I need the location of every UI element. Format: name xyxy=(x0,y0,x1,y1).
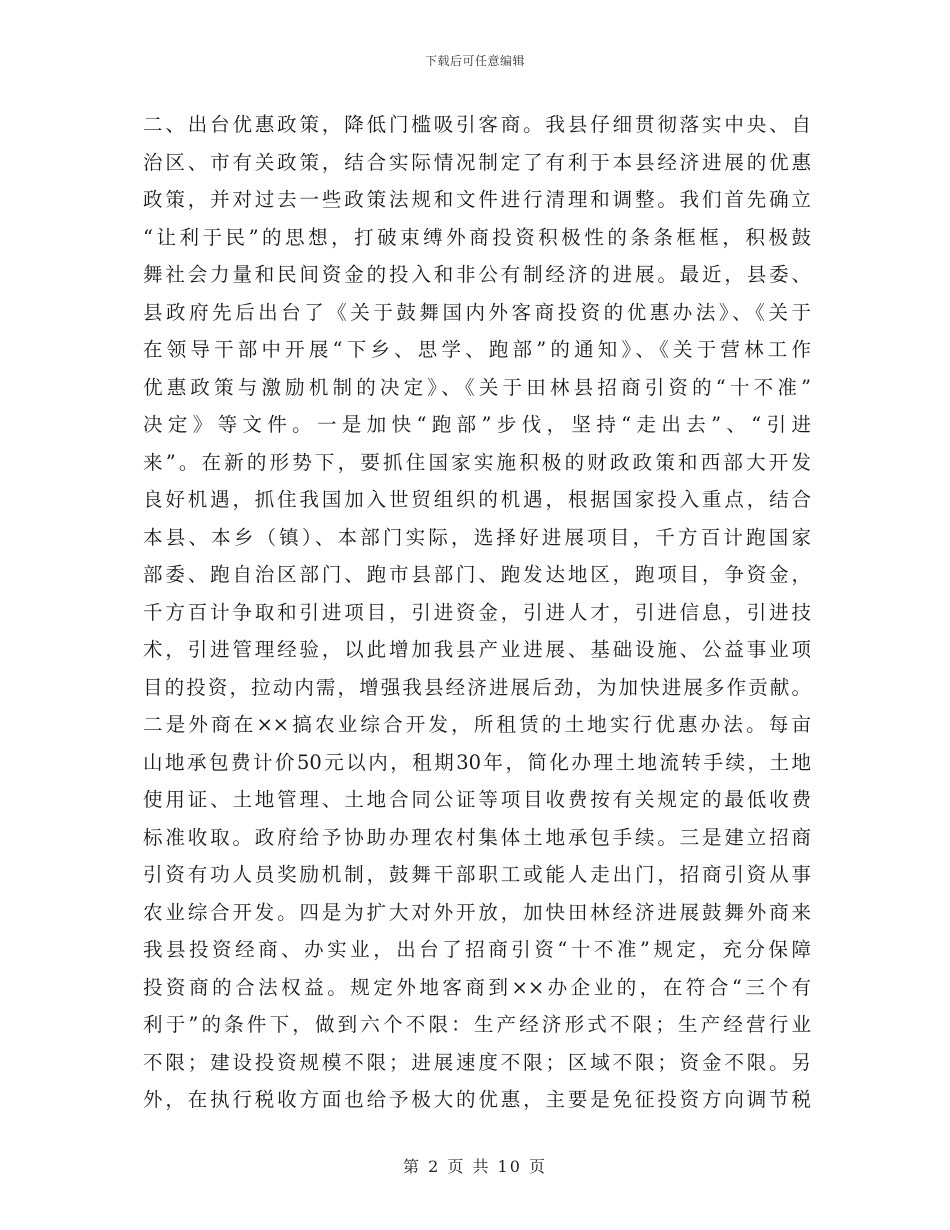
text-line: 不限；建设投资规模不限；进展速度不限；区域不限；资金不限。另 xyxy=(143,1050,811,1074)
text-line: 良好机遇，抓住我国加入世贸组织的机遇，根据国家投入重点，结合 xyxy=(143,488,811,511)
text-line: 外，在执行税收方面也给予极大的优惠，主要是免征投资方向调节税 xyxy=(143,1088,811,1111)
text-line: 在领导干部中开展“下乡、思学、跑部”的通知》、《关于营林工作 xyxy=(143,338,811,361)
text-line: “让利于民”的思想，打破束缚外商投资积极性的条条框框，积极鼓 xyxy=(143,225,811,249)
text-line: 优惠政策与激励机制的决定》、《关于田林县招商引资的“十不准” xyxy=(143,375,811,399)
text-line: 农业综合开发。四是为扩大对外开放，加快田林经济进展鼓舞外商来 xyxy=(143,900,811,924)
text-line: 目的投资，拉动内需，增强我县经济进展后劲，为加快进展多作贡献。 xyxy=(143,675,811,699)
document-body xyxy=(143,106,811,1119)
text-line: 治区、市有关政策，结合实际情况制定了有利于本县经济进展的优惠 xyxy=(143,150,811,174)
text-line: 利于”的条件下，做到六个不限：生产经济形式不限；生产经营行业 xyxy=(143,1013,811,1036)
text-line: 千方百计争取和引进项目，引进资金，引进人才，引进信息，引进技 xyxy=(143,600,811,624)
text-line: 引资有功人员奖励机制，鼓舞干部职工或能人走出门，招商引资从事 xyxy=(143,863,811,886)
page-header-note: 下载后可任意编辑 xyxy=(424,54,525,68)
text-line: 二、出台优惠政策，降低门槛吸引客商。我县仔细贯彻落实中央、自 xyxy=(143,113,811,136)
text-line: 使用证、土地管理、土地合同公证等项目收费按有关规定的最低收费 xyxy=(143,788,811,811)
text-line: 投资商的合法权益。规定外地客商到××办企业的，在符合“三个有 xyxy=(143,975,811,999)
text-line: 来”。在新的形势下，要抓住国家实施积极的财政政策和西部大开发 xyxy=(143,450,811,474)
text-line: 我县投资经商、办实业，出台了招商引资“十不准”规定，充分保障 xyxy=(143,938,811,961)
page-number-footer: 第 2 页 共 10 页 xyxy=(403,1157,547,1176)
text-line: 术，引进管理经验，以此增加我县产业进展、基础设施、公益事业项 xyxy=(143,638,811,661)
text-line: 标准收取。政府给予协助办理农村集体土地承包手续。三是建立招商 xyxy=(143,825,811,849)
text-line: 山地承包费计价50元以内，租期30年，简化办理土地流转手续，土地 xyxy=(143,750,811,774)
text-line: 县政府先后出台了《关于鼓舞国内外客商投资的优惠办法》、《关于 xyxy=(143,300,811,324)
text-line: 舞社会力量和民间资金的投入和非公有制经济的进展。最近，县委、 xyxy=(143,263,811,286)
text-line: 部委、跑自治区部门、跑市县部门、跑发达地区，跑项目，争资金， xyxy=(143,563,811,586)
text-line: 二是外商在××搞农业综合开发，所租赁的土地实行优惠办法。每亩 xyxy=(143,713,811,736)
text-line: 政策，并对过去一些政策法规和文件进行清理和调整。我们首先确立 xyxy=(143,188,811,211)
text-line: 本县、本乡（镇）、本部门实际，选择好进展项目，千方百计跑国家 xyxy=(143,525,811,549)
text-line: 决定》等文件。一是加快“跑部”步伐，坚持“走出去”、“引进 xyxy=(143,413,811,436)
